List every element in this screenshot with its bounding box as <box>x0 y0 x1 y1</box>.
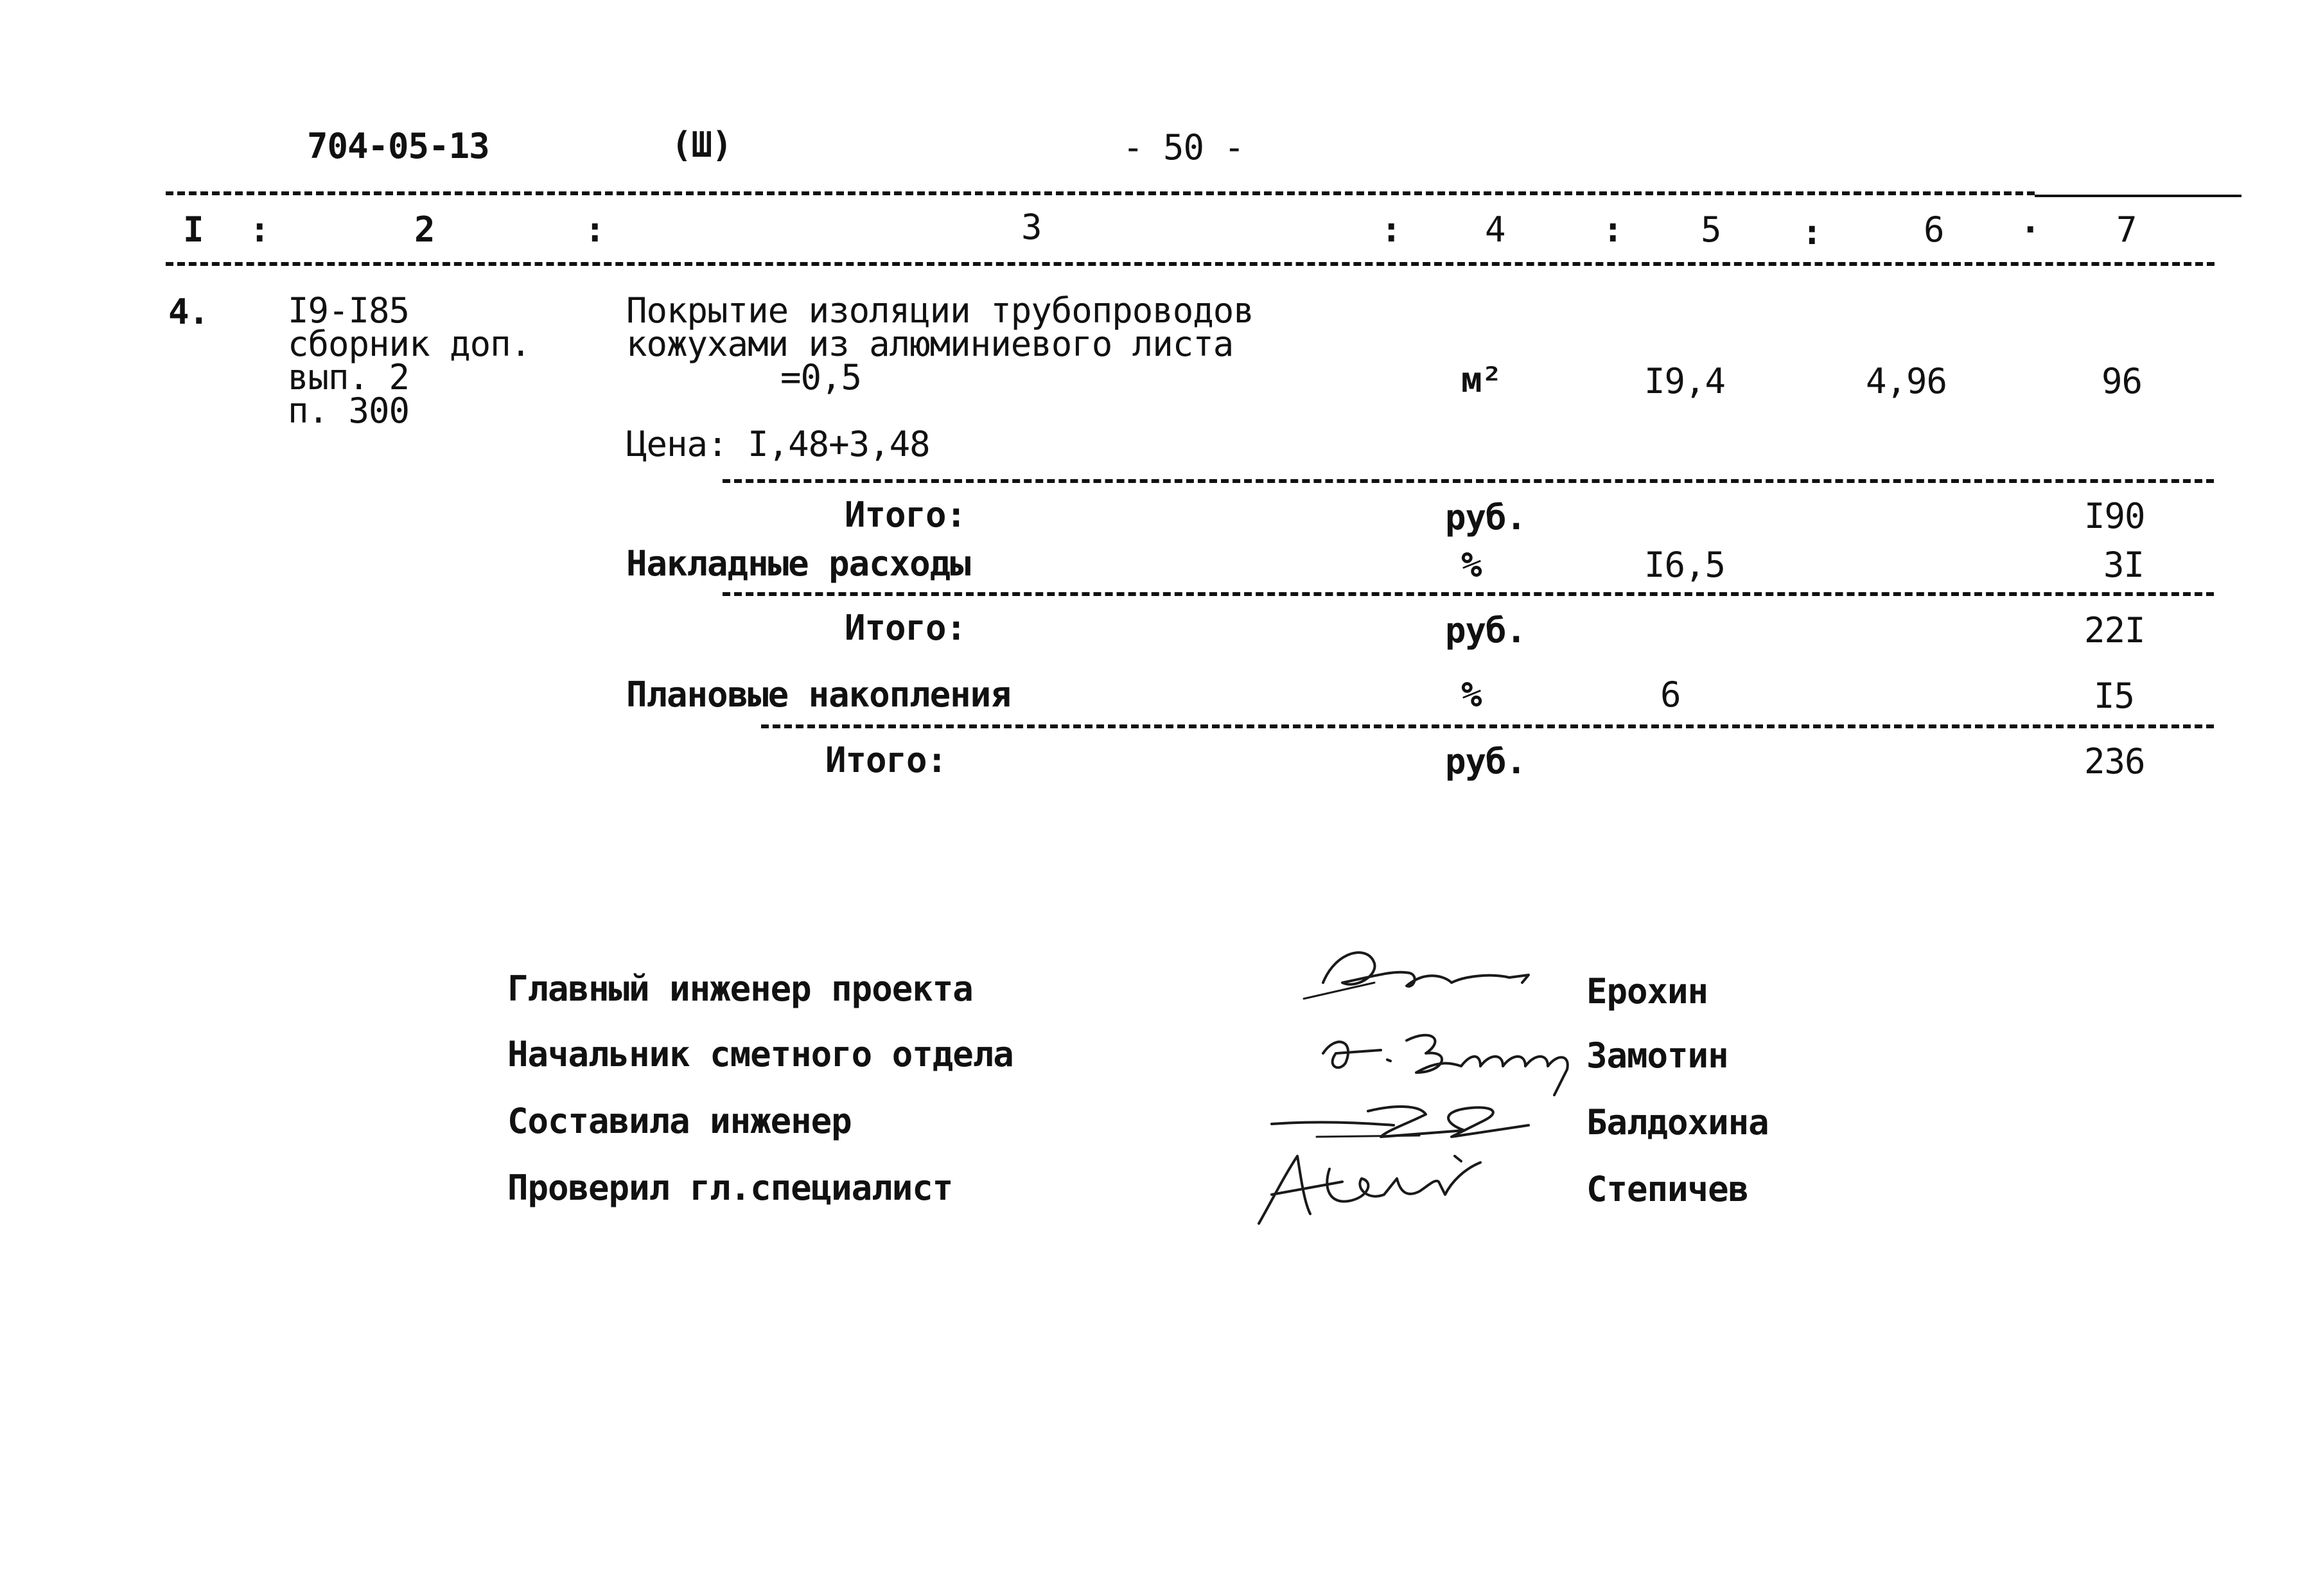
column-header-4: 4 <box>1485 209 1505 250</box>
summary-rate: 6 <box>1660 674 1681 715</box>
header-bottom-rule <box>166 262 2215 266</box>
column-header-3: 3 <box>1021 207 1042 247</box>
summary-unit: % <box>1461 674 1482 715</box>
summary-total: 3I <box>2103 545 2145 585</box>
signature-name-4: Степичев <box>1586 1169 1749 1209</box>
item-total: 96 <box>2101 361 2143 401</box>
handwritten-signature-4 <box>1246 1143 1516 1233</box>
item-price-note: Цена: I,48+3,48 <box>626 424 930 464</box>
signature-role-4: Проверил гл.специалист <box>507 1168 953 1208</box>
item-unit: м² <box>1461 360 1502 400</box>
summary-total: I90 <box>2084 496 2145 536</box>
signature-name-2: Замотин <box>1586 1035 1728 1076</box>
header-top-solid-rule <box>2035 195 2241 197</box>
summary-label: Итого: <box>825 740 947 780</box>
item-unit-price: 4,96 <box>1866 361 1947 401</box>
column-header-7: 7 <box>2116 209 2137 250</box>
summary-rate: I6,5 <box>1644 545 1726 585</box>
signature-role-1: Главный инженер проекта <box>507 969 973 1009</box>
row-rule-3 <box>761 724 2214 728</box>
summary-total: I5 <box>2094 676 2135 716</box>
signature-role-2: Начальник сметного отдела <box>507 1034 1013 1074</box>
column-header-5: 5 <box>1701 209 1721 250</box>
column-separator-6: · <box>2020 209 2040 250</box>
item-description-line-3: =0,5 <box>780 357 862 398</box>
summary-total: 236 <box>2084 741 2145 782</box>
summary-unit: руб. <box>1445 497 1527 538</box>
summary-label: Плановые накопления <box>626 674 1011 715</box>
column-header-2: 2 <box>414 209 435 250</box>
item-code-line-2: сборник доп. <box>288 324 531 364</box>
item-quantity: I9,4 <box>1644 361 1726 401</box>
item-code-line-4: п. 300 <box>288 390 410 431</box>
signature-name-3: Балдохина <box>1586 1102 1769 1143</box>
summary-label: Накладные расходы <box>626 543 970 584</box>
section-mark: (Ш) <box>671 125 732 165</box>
page-number: - 50 - <box>1123 127 1245 168</box>
summary-unit: % <box>1461 545 1482 585</box>
signature-role-3: Составила инженер <box>507 1101 852 1141</box>
column-header-1: I <box>183 209 204 250</box>
document-code: 704-05-13 <box>307 126 489 166</box>
column-separator-1: : <box>249 209 270 250</box>
column-separator-4: : <box>1602 209 1623 250</box>
signature-name-1: Ерохин <box>1586 971 1708 1012</box>
column-separator-2: : <box>584 209 605 250</box>
summary-label: Итого: <box>845 495 967 535</box>
column-separator-5: : <box>1802 212 1822 252</box>
summary-unit: руб. <box>1445 741 1527 782</box>
summary-unit: руб. <box>1445 610 1527 651</box>
column-separator-3: : <box>1381 209 1401 250</box>
handwritten-signature-1 <box>1297 938 1567 1015</box>
row-rule-2 <box>723 592 2214 596</box>
item-description-line-2: кожухами из алюминиевого листа <box>626 324 1234 364</box>
summary-label: Итого: <box>845 608 967 648</box>
item-number: 4. <box>168 292 209 332</box>
summary-total: 22I <box>2084 610 2145 651</box>
item-code-line-1: I9-I85 <box>288 290 410 331</box>
header-top-rule <box>166 191 2035 195</box>
row-rule-1 <box>723 479 2214 483</box>
column-header-6: 6 <box>1924 209 1944 250</box>
item-code-line-3: вып. 2 <box>288 357 410 398</box>
item-description-line-1: Покрытие изоляции трубопроводов <box>626 290 1254 331</box>
